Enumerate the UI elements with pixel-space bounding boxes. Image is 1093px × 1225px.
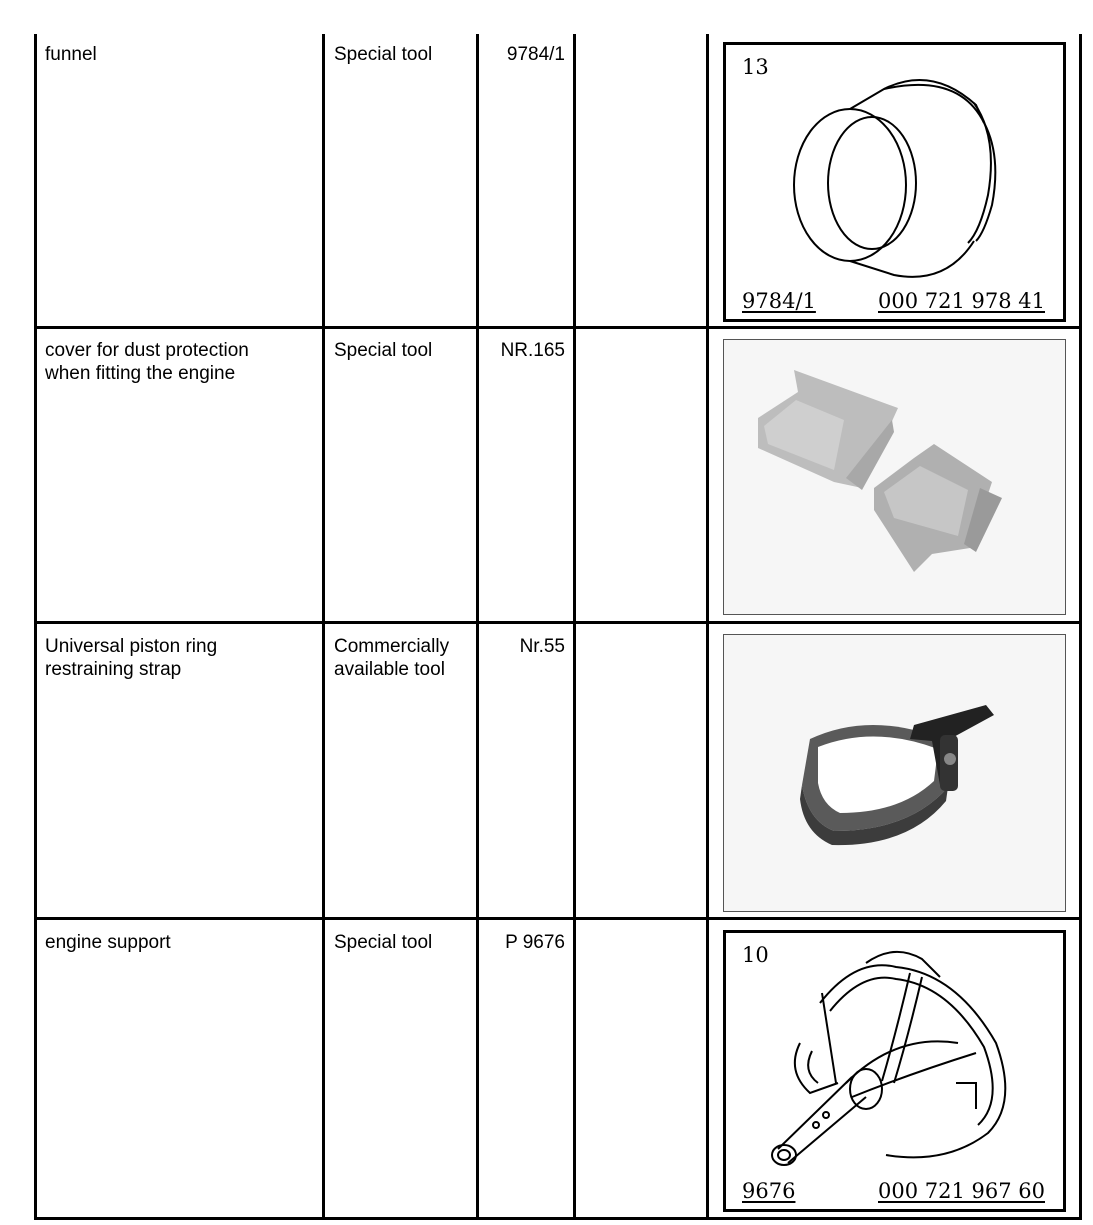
grid-line — [1079, 34, 1082, 1220]
grid-line — [706, 34, 709, 1220]
dust-cover-icon — [724, 340, 1065, 614]
tool-type-line: available tool — [334, 659, 445, 680]
tool-table — [34, 34, 1082, 1220]
grid-line — [34, 34, 37, 1220]
illustration-tool-number: 9676 — [742, 1179, 796, 1203]
tool-number: 9784/1 — [506, 44, 565, 65]
row-divider — [34, 326, 1082, 329]
tool-number: NR.165 — [500, 340, 565, 361]
tool-name — [45, 931, 315, 954]
tool-type — [334, 339, 474, 362]
table-bottom-border — [34, 1217, 1082, 1220]
tool-name — [45, 339, 315, 385]
illustration-tool-number: 9784/1 — [742, 289, 816, 313]
grid-line — [476, 34, 479, 1220]
tool-name — [45, 635, 315, 681]
tool-type-line: Special tool — [334, 340, 433, 361]
tool-type-line: Commercially — [334, 636, 450, 657]
tool-number: Nr.55 — [519, 636, 565, 657]
tool-name-line: when fitting the engine — [45, 363, 236, 384]
tool-type-line: Special tool — [334, 932, 433, 953]
tool-type — [334, 931, 474, 954]
row-divider — [34, 917, 1082, 920]
tool-type-line: Special tool — [334, 44, 433, 65]
tool-name — [45, 43, 315, 66]
tool-number: P 9676 — [505, 932, 565, 953]
tool-name-line: funnel — [45, 44, 97, 65]
tool-type — [334, 635, 474, 681]
engine-support-icon — [726, 933, 1063, 1209]
row-divider — [34, 621, 1082, 624]
tool-illustration — [723, 42, 1066, 322]
tool-illustration — [723, 339, 1066, 615]
tool-name-line: engine support — [45, 932, 171, 953]
tool-type — [334, 43, 474, 66]
illustration-part-number: 000 721 967 60 — [878, 1179, 1045, 1203]
illustration-index: 10 — [742, 943, 769, 967]
tool-illustration — [723, 634, 1066, 912]
illustration-index: 13 — [742, 55, 769, 79]
piston-ring-strap-icon — [724, 635, 1065, 911]
tool-name-line: Universal piston ring — [45, 636, 218, 657]
tool-illustration — [723, 930, 1066, 1212]
funnel-icon — [726, 45, 1063, 319]
tool-name-line: restraining strap — [45, 659, 182, 680]
tool-name-line: cover for dust protection — [45, 340, 249, 361]
illustration-part-number: 000 721 978 41 — [878, 289, 1045, 313]
grid-line — [573, 34, 576, 1220]
grid-line — [322, 34, 325, 1220]
